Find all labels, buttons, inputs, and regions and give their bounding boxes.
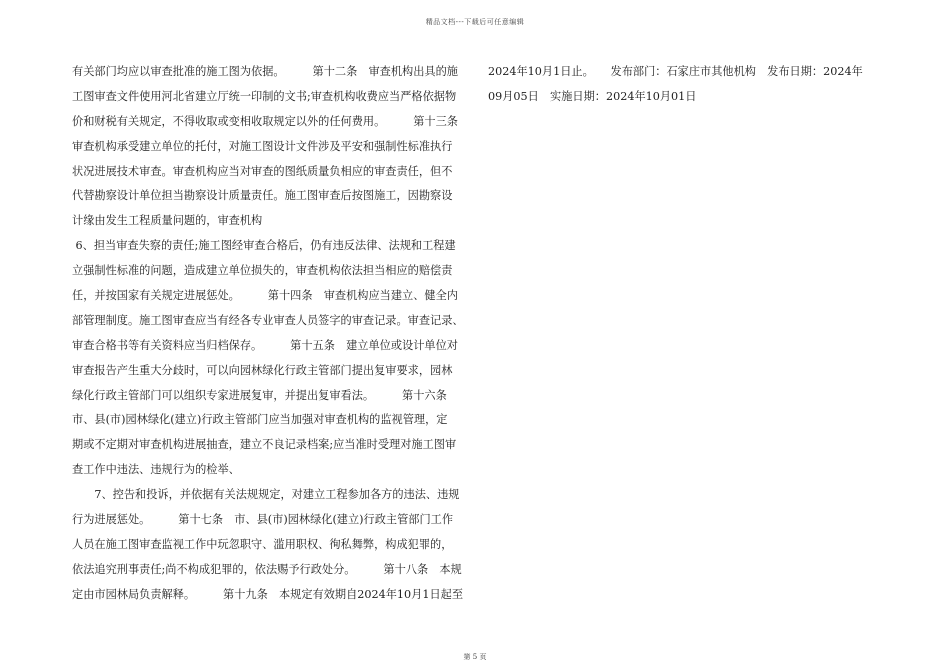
text-line: 审查合格书等有关资料应当归档保存。 第十五条 建立单位或设计单位对 <box>72 338 458 352</box>
text-line: 绿化行政主管部门可以组织专家进展复审，并提出复审看法。 第十六条 <box>72 388 447 402</box>
text-line: 立强制性标准的问题，造成建立单位损失的，审查机构依法担当相应的赔偿责 <box>72 264 453 278</box>
text-line: 市、县(市)园林绿化(建立)行政主管部门应当加强对审查机构的监视管理，定 <box>72 413 448 427</box>
text-line: 代替勘察设计单位担当勘察设计质量责任。施工图审查后按图施工，因勘察设 <box>72 189 453 203</box>
text-line: 部管理制度。施工图审查应当有经各专业审查人员签字的审查记录。审查记录、 <box>72 313 464 327</box>
text-line: 有关部门均应以审查批准的施工图为依据。 第十二条 审查机构出具的施 <box>72 65 458 78</box>
text-line: 依法追究刑事责任;尚不构成犯罪的，依法赐予行政处分。 第十八条 本规 <box>72 562 462 576</box>
left-column <box>72 60 472 608</box>
text-line: 审查报告产生重大分歧时，可以向园林绿化行政主管部门提出复审要求，园林 <box>72 363 453 377</box>
text-line: 人员在施工图审查监视工作中玩忽职守、滥用职权、徇私舞弊，构成犯罪的， <box>72 537 453 551</box>
page-header: 精品文档---下载后可任意编辑 <box>425 18 525 26</box>
text-line: 任，并按国家有关规定进展惩处。 第十四条 审查机构应当建立、健全内 <box>72 289 458 303</box>
text-line: 行为进展惩处。 第十七条 市、县(市)园林绿化(建立)行政主管部门工作 <box>72 513 454 527</box>
text-line: 期或不定期对审查机构进展抽查，建立不良记录档案;应当准时受理对施工图审 <box>72 438 457 452</box>
page-number: 第 5 页 <box>463 653 487 661</box>
text-line: 状况进展技术审查。审查机构应当对审查的图纸质量负相应的审查责任，但不 <box>72 164 453 178</box>
text-line: 09月05日 实施日期：2024年10月01日 <box>488 89 697 103</box>
text-line: 6、担当审查失察的责任;施工图经审查合格后，仍有违反法律、法规和工程建 <box>72 239 456 253</box>
text-line: 价和财税有关规定，不得收取或变相收取规定以外的任何费用。 第十三条 <box>72 114 458 128</box>
text-line: 定由市园林局负责解释。 第十九条 本规定有效期自2024年10月1日起至 <box>72 587 464 601</box>
right-column <box>488 60 878 110</box>
text-line: 计缘由发生工程质量问题的，审查机构 <box>72 214 263 228</box>
text-line: 查工作中违法、违规行为的检举、 <box>72 463 240 477</box>
text-line: 审查机构承受建立单位的托付，对施工图设计文件涉及平安和强制性标准执行 <box>72 139 453 153</box>
text-line: 工图审查文件使用河北省建立厅统一印制的文书;审查机构收费应当严格依据物 <box>72 89 457 103</box>
text-line: 2024年10月1日止。 发布部门：石家庄市其他机构 发布日期：2024年 <box>488 65 863 78</box>
text-line: 7、控告和投诉，并依据有关法规规定，对建立工程参加各方的违法、违规 <box>72 488 460 502</box>
